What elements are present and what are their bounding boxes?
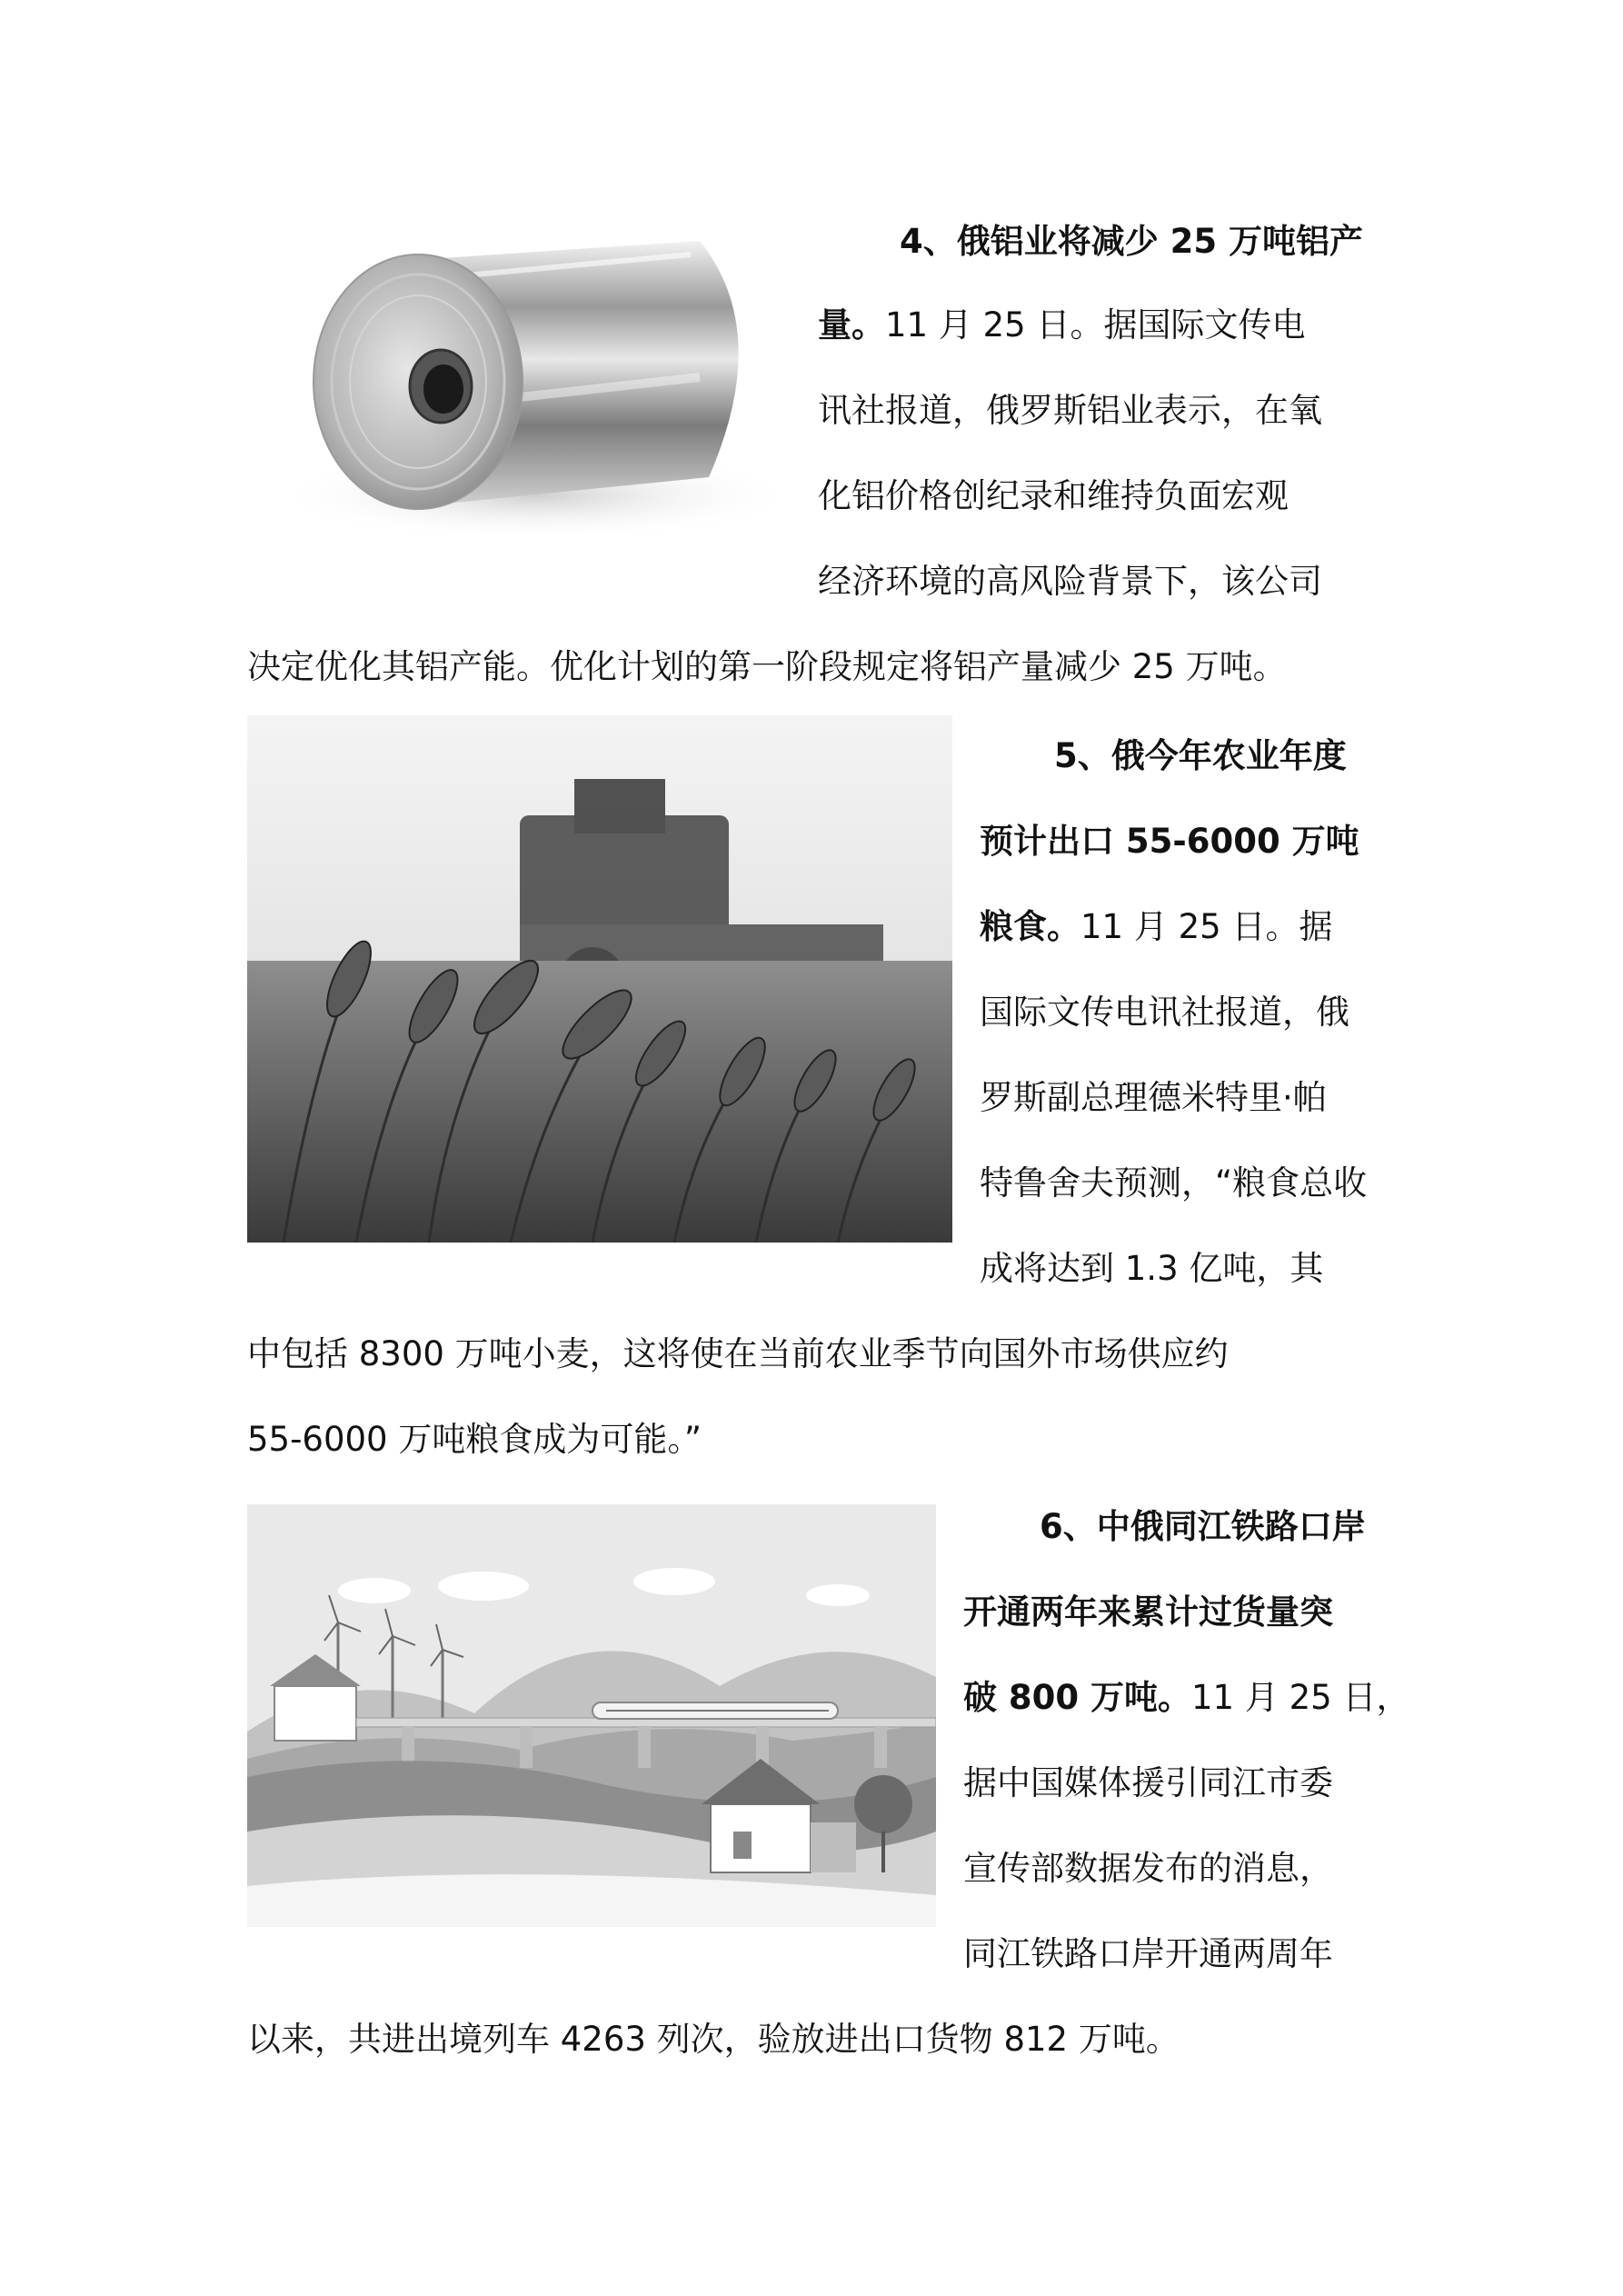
sec5-line-7: 55-6000 万吨粮食成为可能。” bbox=[247, 1420, 702, 1459]
sec4-line-2: 讯社报道，俄罗斯铝业表示，在氧 bbox=[818, 391, 1322, 430]
sec6-line-3: 宣传部数据发布的消息， bbox=[963, 1849, 1333, 1888]
sec6-title: 6、中俄同江铁路口岸 bbox=[1040, 1507, 1366, 1546]
aluminum-roll-image bbox=[264, 223, 800, 541]
sec6-line-4: 同江铁路口岸开通两周年 bbox=[963, 1934, 1333, 1973]
sec4-line-1 bbox=[818, 305, 1306, 344]
sec4-line-4: 经济环境的高风险背景下，该公司 bbox=[818, 562, 1322, 601]
sec5-line-6: 中包括 8300 万吨小麦，这将使在当前农业季节向国外市场供应约 bbox=[247, 1334, 1229, 1373]
sec5-title-line-2: 预计出口 55-6000 万吨 bbox=[980, 822, 1359, 861]
sec5-date: 11 月 25 日。据 bbox=[1080, 907, 1333, 946]
sec5-line-1 bbox=[980, 907, 1333, 946]
sec5-title-end: 粮食。 bbox=[980, 907, 1080, 946]
sec5-line-3: 罗斯副总理德米特里·帕 bbox=[980, 1078, 1327, 1117]
sec5-line-5: 成将达到 1.3 亿吨，其 bbox=[980, 1249, 1324, 1288]
wheat-harvest-image bbox=[247, 715, 952, 1243]
railway-landscape-image bbox=[247, 1504, 936, 1927]
sec4-title: 4、俄铝业将减少 25 万吨铝产 bbox=[900, 222, 1363, 261]
sec5-line-2: 国际文传电讯社报道，俄 bbox=[980, 993, 1349, 1032]
sec4-title-end: 量。 bbox=[818, 305, 885, 344]
sec6-title-end: 破 800 万吨。 bbox=[963, 1678, 1191, 1717]
sec6-date: 11 月 25 日， bbox=[1191, 1678, 1410, 1717]
sec5-line-4: 特鲁舍夫预测，“粮食总收 bbox=[980, 1163, 1368, 1203]
sec4-date: 11 月 25 日。据国际文传电 bbox=[885, 305, 1306, 344]
sec6-line-1 bbox=[963, 1678, 1410, 1717]
sec6-title-line-2: 开通两年来累计过货量突 bbox=[963, 1592, 1333, 1632]
sec6-line-2: 据中国媒体援引同江市委 bbox=[963, 1763, 1333, 1802]
sec4-line-3: 化铝价格创纪录和维持负面宏观 bbox=[818, 476, 1289, 515]
sec5-title: 5、俄今年农业年度 bbox=[1054, 736, 1347, 775]
sec4-line-5: 决定优化其铝产能。优化计划的第一阶段规定将铝产量减少 25 万吨。 bbox=[247, 647, 1287, 686]
sec6-line-5: 以来，共进出境列车 4263 列次，验放进出口货物 812 万吨。 bbox=[247, 2020, 1180, 2059]
